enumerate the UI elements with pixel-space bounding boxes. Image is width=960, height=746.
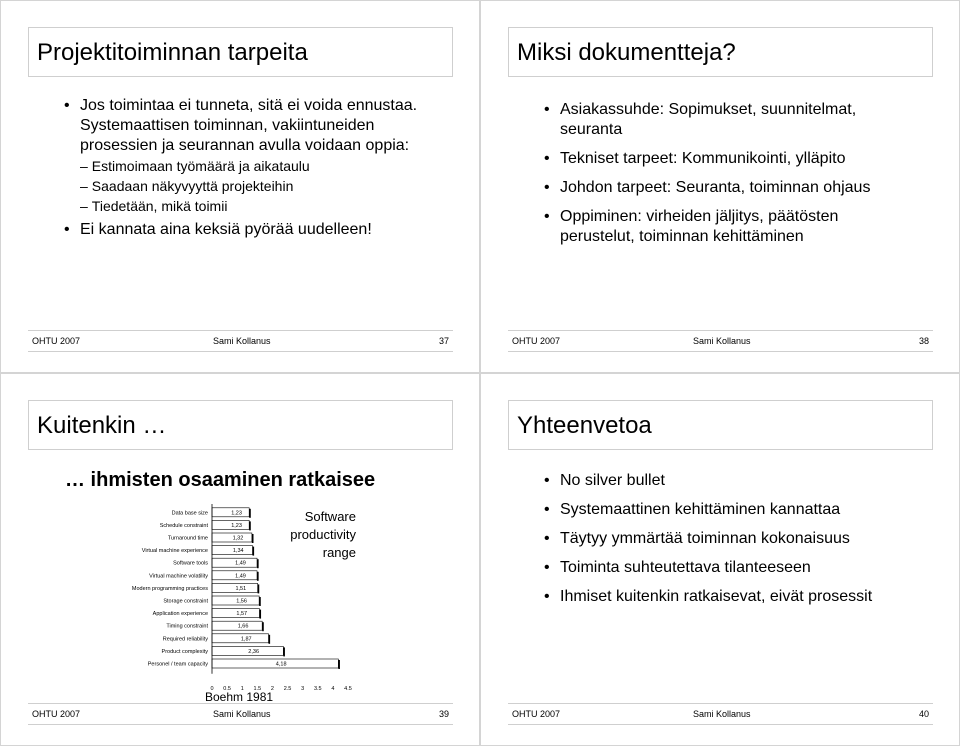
bullet-item: • Oppiminen: virheiden jäljitys, päätösten perustelut, toiminnan kehittäminen bbox=[542, 207, 912, 247]
bar-shadow bbox=[249, 521, 251, 530]
bar-shadow bbox=[252, 534, 254, 543]
slide-footer bbox=[28, 330, 453, 352]
x-tick-label: 2,5 bbox=[283, 685, 292, 690]
sub-item: – Tiedetään, mikä toimii bbox=[80, 198, 228, 214]
x-tick-label: 3 bbox=[301, 685, 305, 690]
category-label: Data base size bbox=[171, 510, 208, 517]
category-label: Product complexity bbox=[161, 648, 208, 655]
bar-shadow bbox=[262, 622, 264, 631]
slide-38 bbox=[480, 0, 960, 373]
bullet-item: • Täytyy ymmärtää toiminnan kokonaisuus bbox=[542, 529, 922, 549]
footer-author: Sami Kollanus bbox=[693, 336, 751, 346]
bullet-item: • Toiminta suhteutettava tilanteeseen bbox=[542, 558, 922, 578]
x-tick-label: 2 bbox=[270, 685, 274, 690]
sub-list bbox=[80, 156, 432, 216]
data-label: 1,49 bbox=[235, 573, 246, 580]
chart-source: Boehm 1981 bbox=[205, 690, 274, 704]
category-label: Application experience bbox=[152, 611, 208, 618]
bar-shadow bbox=[252, 547, 254, 556]
slide-subtitle: … ihmisten osaaminen ratkaisee bbox=[65, 469, 376, 491]
bullet-item: • Ei kannata aina keksiä pyörää uudelleen! bbox=[62, 220, 432, 240]
bar-shadow bbox=[258, 584, 260, 593]
data-label: 1,87 bbox=[240, 636, 252, 643]
chart-caption: Software productivity range bbox=[290, 509, 356, 560]
category-label: Modern programming practices bbox=[131, 585, 208, 592]
bullet-item: • Asiakassuhde: Sopimukset, suunnitelmat, seuranta bbox=[542, 100, 912, 140]
x-tick-label: 3,5 bbox=[313, 685, 322, 690]
data-label: 1,49 bbox=[235, 560, 246, 567]
bar-shadow bbox=[283, 647, 285, 656]
productivity-bar-chart bbox=[0, 500, 480, 690]
x-tick-label: 0,5 bbox=[223, 685, 231, 690]
data-label: 1,51 bbox=[235, 585, 247, 592]
slide-footer bbox=[28, 703, 453, 725]
data-label: 1,56 bbox=[236, 598, 247, 605]
data-label: 1,57 bbox=[236, 611, 248, 618]
page-number: 37 bbox=[438, 336, 449, 346]
category-label: Personel / team capacity bbox=[147, 661, 208, 668]
category-label: Schedule constraint bbox=[159, 522, 208, 529]
bullet-list bbox=[62, 96, 432, 240]
category-label: Timing constraint bbox=[166, 623, 208, 630]
bar-shadow bbox=[249, 509, 251, 518]
footer-course: OHTU 2007 bbox=[512, 336, 561, 346]
bullet-item: • Jos toimintaa ei tunneta, sitä ei voida ennustaa. Systemaattisen toiminnan, vakiintuneiden prosessien ja seurannan avulla voidaan oppia: – Estimoimaan työmäärä ja aikataulu – Saadaan näkyvyyttä projekteihin – Tiedetään, mikä toimii bbox=[62, 96, 432, 216]
data-label: 1,23 bbox=[231, 510, 242, 517]
page-number: 38 bbox=[918, 336, 929, 346]
bullet-item: • Systemaattinen kehittäminen kannattaa bbox=[542, 500, 922, 520]
footer-author: Sami Kollanus bbox=[213, 709, 271, 719]
slide-title: Yhteenvetoa bbox=[508, 400, 933, 450]
slide-footer bbox=[508, 330, 933, 352]
data-label: 2,36 bbox=[248, 648, 260, 655]
footer-author: Sami Kollanus bbox=[693, 709, 751, 719]
sub-item: – Estimoimaan työmäärä ja aikataulu bbox=[80, 158, 310, 174]
bar-shadow bbox=[259, 597, 261, 606]
slide-footer bbox=[508, 703, 933, 725]
bar-shadow bbox=[338, 660, 340, 669]
bullet-item: • Ihmiset kuitenkin ratkaisevat, eivät prosessit bbox=[542, 587, 922, 607]
page-number: 39 bbox=[438, 709, 449, 719]
category-label: Virtual machine experience bbox=[141, 548, 208, 555]
data-label: 1,32 bbox=[232, 535, 244, 542]
category-label: Software tools bbox=[173, 560, 208, 567]
slide-title: Kuitenkin … bbox=[28, 400, 453, 450]
slide-title: Miksi dokumentteja? bbox=[508, 27, 933, 77]
data-label: 1,23 bbox=[231, 522, 242, 529]
data-label: 4,18 bbox=[275, 661, 287, 668]
bullet-list bbox=[542, 100, 912, 247]
footer-course: OHTU 2007 bbox=[32, 336, 81, 346]
bullet-list bbox=[542, 471, 922, 607]
data-label: 1,66 bbox=[237, 623, 249, 630]
category-label: Virtual machine volatility bbox=[149, 573, 208, 580]
x-tick-label: 1,5 bbox=[253, 685, 262, 690]
slide-title: Projektitoiminnan tarpeita bbox=[28, 27, 453, 77]
bar-shadow bbox=[257, 559, 259, 568]
x-tick-label: 1 bbox=[240, 685, 244, 690]
footer-course: OHTU 2007 bbox=[32, 709, 81, 719]
category-label: Required reliability bbox=[162, 636, 208, 643]
footer-author: Sami Kollanus bbox=[213, 336, 271, 346]
x-tick-label: 4 bbox=[331, 685, 335, 690]
footer-course: OHTU 2007 bbox=[512, 709, 561, 719]
category-label: Storage constraint bbox=[163, 598, 208, 605]
sub-item: – Saadaan näkyvyyttä projekteihin bbox=[80, 178, 294, 194]
bullet-item: • Johdon tarpeet: Seuranta, toiminnan ohjaus bbox=[542, 178, 912, 198]
slide-37 bbox=[0, 0, 480, 373]
x-tick-label: 0 bbox=[210, 685, 214, 690]
x-tick-label: 4,5 bbox=[344, 685, 352, 690]
bar-shadow bbox=[269, 635, 271, 644]
slide-40 bbox=[480, 373, 960, 746]
page-number: 40 bbox=[918, 709, 929, 719]
bar-shadow bbox=[259, 610, 261, 619]
category-label: Turnaround time bbox=[167, 535, 208, 542]
bar-shadow bbox=[257, 572, 259, 581]
bullet-item: • No silver bullet bbox=[542, 471, 922, 491]
bullet-item: • Tekniset tarpeet: Kommunikointi, ylläpito bbox=[542, 149, 912, 169]
data-label: 1,34 bbox=[232, 548, 244, 555]
